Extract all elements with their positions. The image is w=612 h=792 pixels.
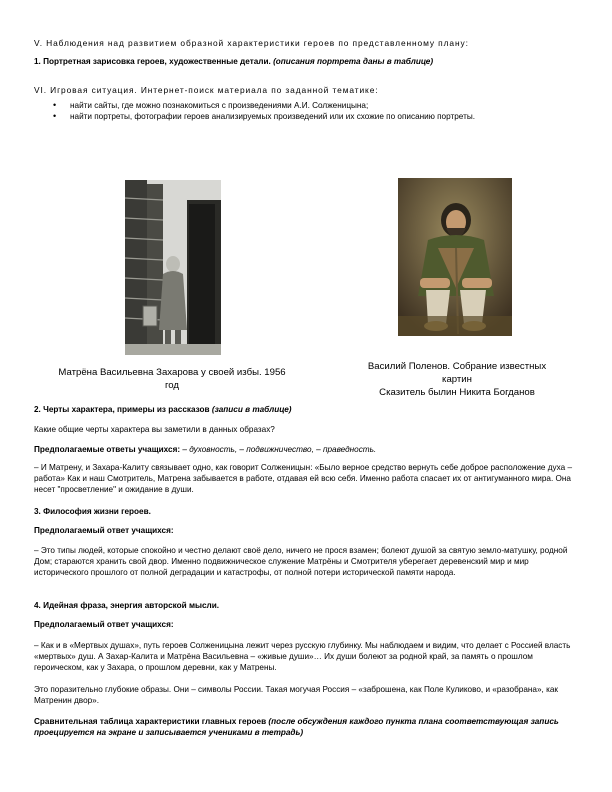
- item-2-question: Какие общие черты характера вы заметили в данных образах?: [34, 425, 275, 434]
- left-caption-line: Матрёна Васильевна Захарова у своей избы. 1956: [58, 367, 286, 378]
- comparison-table-title: Сравнительная таблица характеристики главных героев: [34, 717, 267, 726]
- left-caption-line: год: [164, 380, 179, 391]
- comparison-table-note: (после обсуждения каждого пункта плана соответствующая запись проецируется на экране и записывается учениками в тетрадь): [34, 717, 559, 737]
- item-4-heading: 4. Идейная фраза, энергия авторской мысли.: [34, 601, 220, 610]
- item-2-paragraph: – И Матрену, и Захара-Калиту связывает одно, как говорит Солженицын: «Было верное средство вернуть себе доброе расположение духа – работа» Как и наш Смотритель, Матрена забывается в работе, отдавая ей всю себя. Именно работа спасает их от антигуманного мира. Она несет "просветление" и ожидание в души.: [34, 463, 572, 494]
- item-1-note: (описания портрета даны в таблице): [273, 57, 434, 66]
- right-caption: [340, 360, 574, 399]
- item-3-paragraph: – Это типы людей, которые спокойно и честно делают своё дело, ничего не прося взамен; болеют душой за святую земло-матушку, родной Дом; стараются хранить свой двор. Именно подвижническое служение Матрёны и Смотрителя уберегает деревенский мир и мир исторического прошлого от полной деградации и катастрофы, от полной потери исторической памяти народа.: [34, 546, 568, 577]
- section-5-heading: V. Наблюдения над развитием образной характеристики героев по представленному плану:: [34, 38, 469, 48]
- item-2-answer-traits: – духовность, – подвижничество, – праведность.: [182, 445, 377, 454]
- section-6-heading: VI. Игровая ситуация. Интернет-поиск материала по заданной тематике:: [34, 85, 379, 95]
- item-1-heading: 1. Портретная зарисовка героев, художественные детали.: [34, 57, 271, 66]
- item-3-answer-label: Предполагаемый ответ учащихся:: [34, 526, 174, 535]
- bogdanov-painting: [398, 178, 512, 336]
- item-4-paragraph-2: Это поразительно глубокие образы. Они – символы России. Такая могучая Россия – «заброшена, как Поле Куликово, и «разобрана», как Матренин двор».: [34, 685, 558, 705]
- item-2-heading: 2. Черты характера, примеры из рассказов: [34, 405, 210, 414]
- item-1-line: [34, 56, 582, 67]
- item-2-heading-line: [34, 404, 582, 415]
- right-caption-line: Василий Поленов. Собрание известных: [367, 361, 547, 372]
- item-2-answer-line: [34, 444, 582, 455]
- left-caption: [34, 366, 310, 392]
- matryona-photo: [125, 180, 221, 355]
- item-2-answer-label: Предполагаемые ответы учащихся:: [34, 445, 181, 454]
- bullet-item: • найти портреты, фотографии героев анализируемых произведений или их схожие по описанию портреты.: [50, 111, 560, 122]
- right-caption-line: картин: [442, 374, 472, 385]
- bullet-item: • найти сайты, где можно познакомиться с произведениями А.И. Солженицына;: [50, 100, 560, 111]
- item-4-paragraph-1: – Как и в «Мертвых душах», путь героев Солженицына лежит через русскую глубинку. Мы наблюдаем и видим, что делает с Россией власть «мертвых» душ. А Захар-Калита и Матрёна Васильевна – «живые души»… Их души болеют за родной край, за память о прошлом героическом, как у Захара, о прошлом деревни, как у Матрены.: [34, 641, 571, 672]
- item-4-answer-label: Предполагаемый ответ учащихся:: [34, 620, 174, 629]
- item-3-heading: 3. Философия жизни героев.: [34, 507, 151, 516]
- right-caption-line: Сказитель былин Никита Богданов: [379, 387, 535, 398]
- item-2-note: (записи в таблице): [211, 405, 292, 414]
- comparison-table-intro: [34, 716, 582, 738]
- section-6-bullets: [50, 100, 560, 122]
